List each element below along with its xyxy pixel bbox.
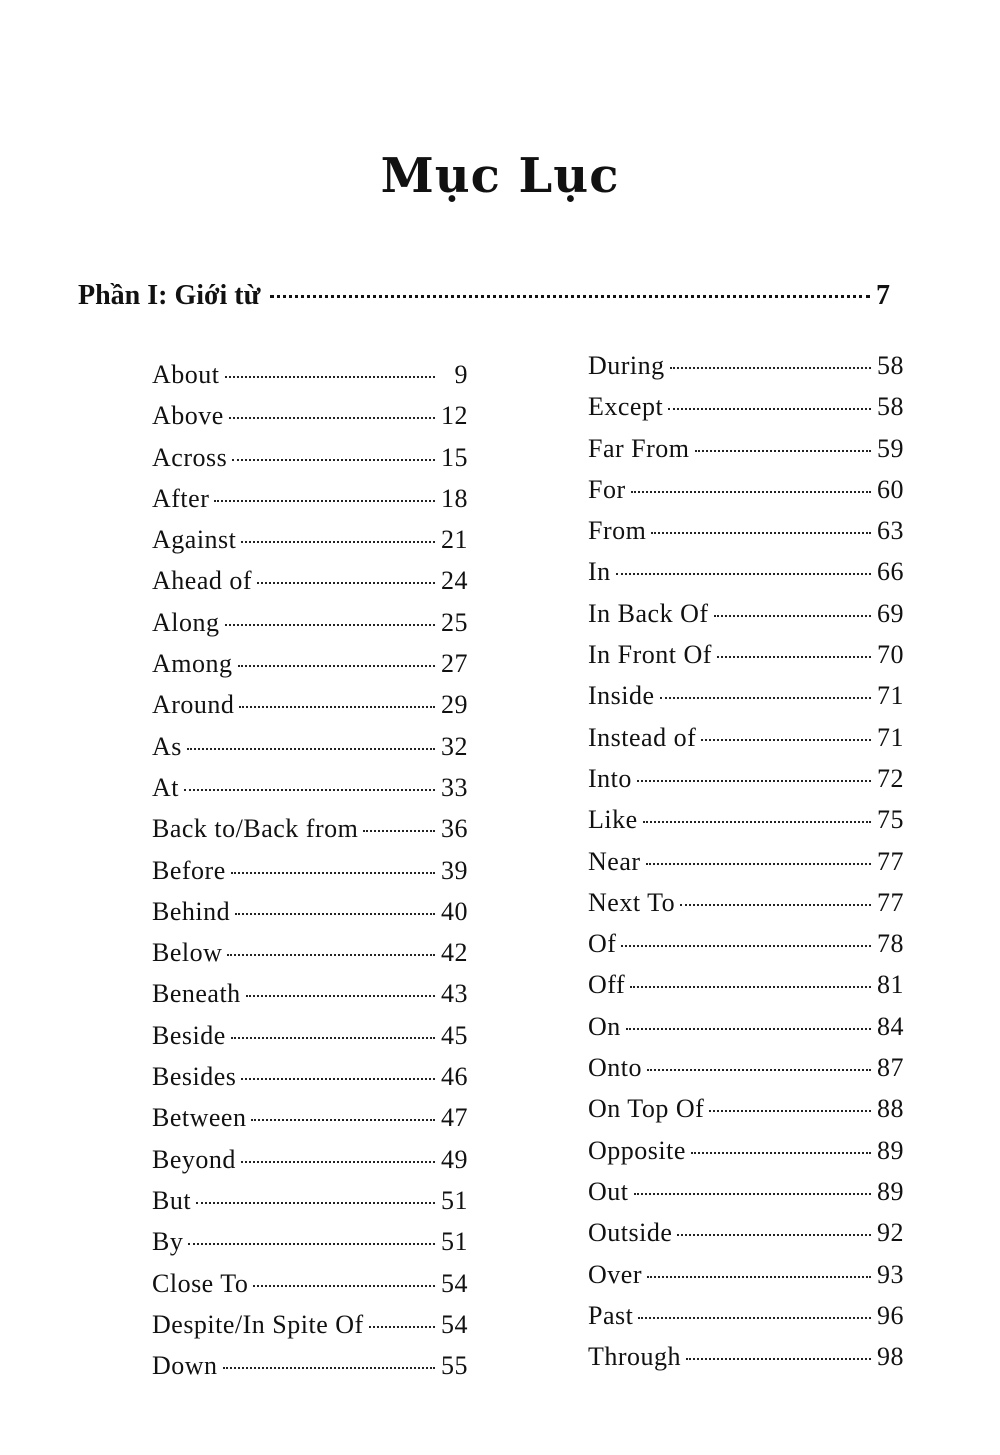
toc-entry[interactable] bbox=[588, 1177, 904, 1218]
entry-page-number: 43 bbox=[441, 979, 468, 1009]
toc-entry[interactable] bbox=[152, 856, 468, 897]
toc-entry[interactable] bbox=[588, 681, 904, 722]
entry-label: Down bbox=[152, 1351, 218, 1381]
toc-entry[interactable] bbox=[588, 1301, 904, 1342]
entry-page-number: 77 bbox=[877, 846, 904, 876]
part-page-number: 7 bbox=[876, 280, 890, 311]
dot-leader bbox=[651, 532, 871, 534]
toc-entry[interactable] bbox=[588, 1012, 904, 1053]
entry-page-number: 29 bbox=[441, 690, 468, 720]
entry-label: Despite/In Spite Of bbox=[152, 1309, 364, 1339]
entry-label: Below bbox=[152, 938, 223, 968]
entry-page-number: 49 bbox=[441, 1144, 468, 1174]
entry-label: About bbox=[152, 360, 220, 389]
entry-label: But bbox=[152, 1185, 192, 1215]
entry-label: From bbox=[588, 516, 647, 546]
toc-entry[interactable] bbox=[588, 475, 904, 516]
entry-page-number: 92 bbox=[877, 1218, 904, 1248]
entry-page-number: 96 bbox=[877, 1300, 904, 1330]
entry-page-number: 42 bbox=[441, 938, 468, 968]
toc-entry[interactable] bbox=[588, 640, 904, 681]
entry-label: Beside bbox=[152, 1020, 226, 1050]
toc-entry[interactable] bbox=[152, 401, 468, 442]
dot-leader bbox=[709, 1110, 871, 1112]
toc-entry[interactable] bbox=[152, 979, 468, 1020]
toc-entry[interactable] bbox=[588, 888, 904, 929]
dot-leader bbox=[253, 1285, 435, 1287]
entry-page-number: 33 bbox=[441, 772, 468, 802]
entry-label: Far From bbox=[588, 433, 690, 463]
dot-leader bbox=[235, 913, 435, 915]
entry-page-number: 9 bbox=[454, 360, 468, 389]
entry-page-number: 66 bbox=[877, 557, 904, 587]
entry-page-number: 71 bbox=[877, 681, 904, 711]
entry-page-number: 89 bbox=[877, 1135, 904, 1165]
dot-leader bbox=[631, 491, 871, 493]
dot-leader bbox=[646, 863, 871, 865]
dot-leader bbox=[626, 1028, 871, 1030]
entry-page-number: 25 bbox=[441, 607, 468, 637]
toc-entry[interactable] bbox=[152, 1103, 468, 1144]
entry-label: In Back Of bbox=[588, 598, 709, 628]
entry-page-number: 15 bbox=[441, 442, 468, 472]
entry-label: As bbox=[152, 731, 182, 761]
toc-entry[interactable] bbox=[152, 1351, 468, 1392]
dot-leader bbox=[251, 1119, 435, 1121]
dot-leader bbox=[616, 573, 871, 575]
entry-label: Except bbox=[588, 392, 664, 422]
dot-leader bbox=[246, 995, 435, 997]
entry-page-number: 63 bbox=[877, 516, 904, 546]
toc-entry[interactable] bbox=[152, 1186, 468, 1227]
toc-entry[interactable] bbox=[152, 1227, 468, 1268]
entry-label: Among bbox=[152, 649, 233, 679]
entry-label: Against bbox=[152, 525, 237, 555]
entry-page-number: 21 bbox=[441, 525, 468, 555]
dot-leader bbox=[270, 295, 870, 298]
toc-entry[interactable] bbox=[588, 1342, 904, 1383]
toc-entry[interactable] bbox=[588, 1094, 904, 1135]
toc-entry[interactable] bbox=[152, 608, 468, 649]
entry-page-number: 75 bbox=[877, 805, 904, 835]
dot-leader bbox=[701, 739, 871, 741]
entry-label: Back to/Back from bbox=[152, 814, 359, 844]
entry-label: Beyond bbox=[152, 1144, 236, 1174]
entry-label: At bbox=[152, 772, 179, 802]
entry-label: On Top Of bbox=[588, 1094, 705, 1124]
entry-label: Along bbox=[152, 607, 220, 637]
entry-label: Past bbox=[588, 1300, 634, 1330]
entry-page-number: 51 bbox=[441, 1185, 468, 1215]
dot-leader bbox=[680, 904, 871, 906]
dot-leader bbox=[634, 1193, 872, 1195]
entry-page-number: 39 bbox=[441, 855, 468, 885]
entry-label: Like bbox=[588, 805, 638, 835]
dot-leader bbox=[231, 872, 435, 874]
entry-label: Between bbox=[152, 1103, 247, 1133]
entry-label: On bbox=[588, 1011, 621, 1041]
toc-entry[interactable] bbox=[152, 1145, 468, 1186]
dot-leader bbox=[691, 1152, 871, 1154]
entry-label: In Front Of bbox=[588, 640, 712, 670]
dot-leader bbox=[241, 1078, 435, 1080]
toc-entry[interactable] bbox=[588, 434, 904, 475]
toc-entry[interactable] bbox=[588, 599, 904, 640]
entry-label: Above bbox=[152, 401, 224, 431]
entry-label: For bbox=[588, 474, 626, 504]
toc-entry[interactable] bbox=[152, 690, 468, 731]
entry-page-number: 78 bbox=[877, 929, 904, 959]
dot-leader bbox=[225, 376, 436, 378]
dot-leader bbox=[196, 1202, 435, 1204]
entry-page-number: 77 bbox=[877, 887, 904, 917]
dot-leader bbox=[231, 1037, 435, 1039]
part-heading[interactable] bbox=[78, 280, 890, 312]
toc-entry[interactable] bbox=[152, 732, 468, 773]
dot-leader bbox=[241, 541, 435, 543]
entry-page-number: 32 bbox=[441, 731, 468, 761]
entry-label: Around bbox=[152, 690, 235, 720]
entry-page-number: 18 bbox=[441, 483, 468, 513]
page-title: Mục Lục bbox=[380, 148, 620, 204]
dot-leader bbox=[717, 656, 871, 658]
entry-page-number: 71 bbox=[877, 722, 904, 752]
entry-label: Onto bbox=[588, 1053, 642, 1083]
dot-leader bbox=[643, 821, 871, 823]
dot-leader bbox=[225, 624, 436, 626]
entry-label: Outside bbox=[588, 1218, 673, 1248]
entry-page-number: 36 bbox=[441, 814, 468, 844]
entry-page-number: 54 bbox=[441, 1309, 468, 1339]
entry-page-number: 72 bbox=[877, 763, 904, 793]
toc-entry[interactable] bbox=[588, 847, 904, 888]
entry-page-number: 58 bbox=[877, 351, 904, 380]
entry-label: Before bbox=[152, 855, 226, 885]
dot-leader bbox=[660, 697, 871, 699]
entry-page-number: 47 bbox=[441, 1103, 468, 1133]
entry-page-number: 84 bbox=[877, 1011, 904, 1041]
toc-entry[interactable] bbox=[588, 1218, 904, 1259]
entry-label: Besides bbox=[152, 1062, 237, 1092]
toc-entry[interactable] bbox=[152, 360, 468, 401]
toc-entry[interactable] bbox=[152, 1269, 468, 1310]
entry-label: Ahead of bbox=[152, 566, 253, 596]
entry-page-number: 24 bbox=[441, 566, 468, 596]
toc-entry[interactable] bbox=[588, 516, 904, 557]
toc-entry[interactable] bbox=[588, 723, 904, 764]
entry-label: By bbox=[152, 1227, 184, 1257]
entry-label: Beneath bbox=[152, 979, 241, 1009]
entry-label: After bbox=[152, 483, 210, 513]
toc-entry[interactable] bbox=[588, 1260, 904, 1301]
toc-entry[interactable] bbox=[152, 525, 468, 566]
entry-page-number: 88 bbox=[877, 1094, 904, 1124]
entry-label: Off bbox=[588, 970, 626, 1000]
dot-leader bbox=[668, 408, 871, 410]
dot-leader bbox=[184, 789, 435, 791]
entry-label: Next To bbox=[588, 887, 676, 917]
entry-page-number: 60 bbox=[877, 474, 904, 504]
entry-label: In bbox=[588, 557, 611, 587]
dot-leader bbox=[638, 1317, 871, 1319]
entry-label: Through bbox=[588, 1342, 682, 1372]
entry-page-number: 70 bbox=[877, 640, 904, 670]
toc-entry[interactable] bbox=[588, 764, 904, 805]
entry-page-number: 51 bbox=[441, 1227, 468, 1257]
dot-leader bbox=[214, 500, 435, 502]
entry-page-number: 40 bbox=[441, 896, 468, 926]
dot-leader bbox=[677, 1234, 871, 1236]
entry-label: Opposite bbox=[588, 1135, 686, 1165]
dot-leader bbox=[241, 1161, 435, 1163]
entry-label: Across bbox=[152, 442, 228, 472]
entry-page-number: 59 bbox=[877, 433, 904, 463]
dot-leader bbox=[238, 665, 436, 667]
entry-label: Instead of bbox=[588, 722, 697, 752]
dot-leader bbox=[637, 780, 871, 782]
toc-entry[interactable] bbox=[152, 1062, 468, 1103]
entry-page-number: 98 bbox=[877, 1342, 904, 1372]
toc-column-right bbox=[588, 351, 904, 1383]
dot-leader bbox=[695, 450, 872, 452]
dot-leader bbox=[187, 748, 435, 750]
entry-label: Near bbox=[588, 846, 641, 876]
toc-entry[interactable] bbox=[588, 351, 904, 392]
entry-page-number: 58 bbox=[877, 392, 904, 422]
dot-leader bbox=[257, 582, 435, 584]
dot-leader bbox=[363, 830, 435, 832]
toc-entry[interactable] bbox=[152, 1021, 468, 1062]
entry-page-number: 27 bbox=[441, 649, 468, 679]
dot-leader bbox=[229, 417, 435, 419]
toc-entry[interactable] bbox=[588, 929, 904, 970]
entry-page-number: 55 bbox=[441, 1351, 468, 1381]
toc-entry[interactable] bbox=[588, 557, 904, 598]
dot-leader bbox=[670, 367, 871, 369]
entry-page-number: 93 bbox=[877, 1259, 904, 1289]
toc-entry[interactable] bbox=[588, 970, 904, 1011]
dot-leader bbox=[621, 945, 871, 947]
toc-entry[interactable] bbox=[152, 566, 468, 607]
entry-page-number: 69 bbox=[877, 598, 904, 628]
dot-leader bbox=[239, 706, 435, 708]
entry-label: During bbox=[588, 351, 665, 380]
toc-entry[interactable] bbox=[152, 1310, 468, 1351]
entry-page-number: 87 bbox=[877, 1053, 904, 1083]
entry-label: Close To bbox=[152, 1268, 249, 1298]
entry-label: Inside bbox=[588, 681, 655, 711]
dot-leader bbox=[227, 954, 435, 956]
entry-page-number: 54 bbox=[441, 1268, 468, 1298]
dot-leader bbox=[223, 1367, 435, 1369]
toc-entry[interactable] bbox=[152, 897, 468, 938]
toc-entry[interactable] bbox=[588, 1053, 904, 1094]
toc-entry[interactable] bbox=[588, 805, 904, 846]
dot-leader bbox=[188, 1243, 435, 1245]
entry-page-number: 45 bbox=[441, 1020, 468, 1050]
dot-leader bbox=[647, 1276, 871, 1278]
toc-entry[interactable] bbox=[588, 392, 904, 433]
dot-leader bbox=[647, 1069, 871, 1071]
entry-label: Into bbox=[588, 763, 632, 793]
dot-leader bbox=[686, 1358, 871, 1360]
entry-label: Out bbox=[588, 1176, 629, 1206]
entry-page-number: 81 bbox=[877, 970, 904, 1000]
dot-leader bbox=[630, 986, 871, 988]
toc-column-left bbox=[152, 360, 468, 1392]
toc-entry[interactable] bbox=[152, 814, 468, 855]
entry-page-number: 12 bbox=[441, 401, 468, 431]
toc-entry[interactable] bbox=[152, 649, 468, 690]
entry-label: Of bbox=[588, 929, 617, 959]
entry-label: Behind bbox=[152, 896, 231, 926]
dot-leader bbox=[369, 1326, 435, 1328]
entry-page-number: 46 bbox=[441, 1062, 468, 1092]
dot-leader bbox=[714, 615, 871, 617]
entry-page-number: 89 bbox=[877, 1176, 904, 1206]
toc-entry[interactable] bbox=[152, 773, 468, 814]
toc-entry[interactable] bbox=[152, 484, 468, 525]
toc-entry[interactable] bbox=[152, 938, 468, 979]
part-label: Phần I: Giới từ bbox=[78, 280, 261, 311]
toc-entry[interactable] bbox=[588, 1136, 904, 1177]
toc-entry[interactable] bbox=[152, 443, 468, 484]
dot-leader bbox=[232, 459, 435, 461]
entry-label: Over bbox=[588, 1259, 642, 1289]
